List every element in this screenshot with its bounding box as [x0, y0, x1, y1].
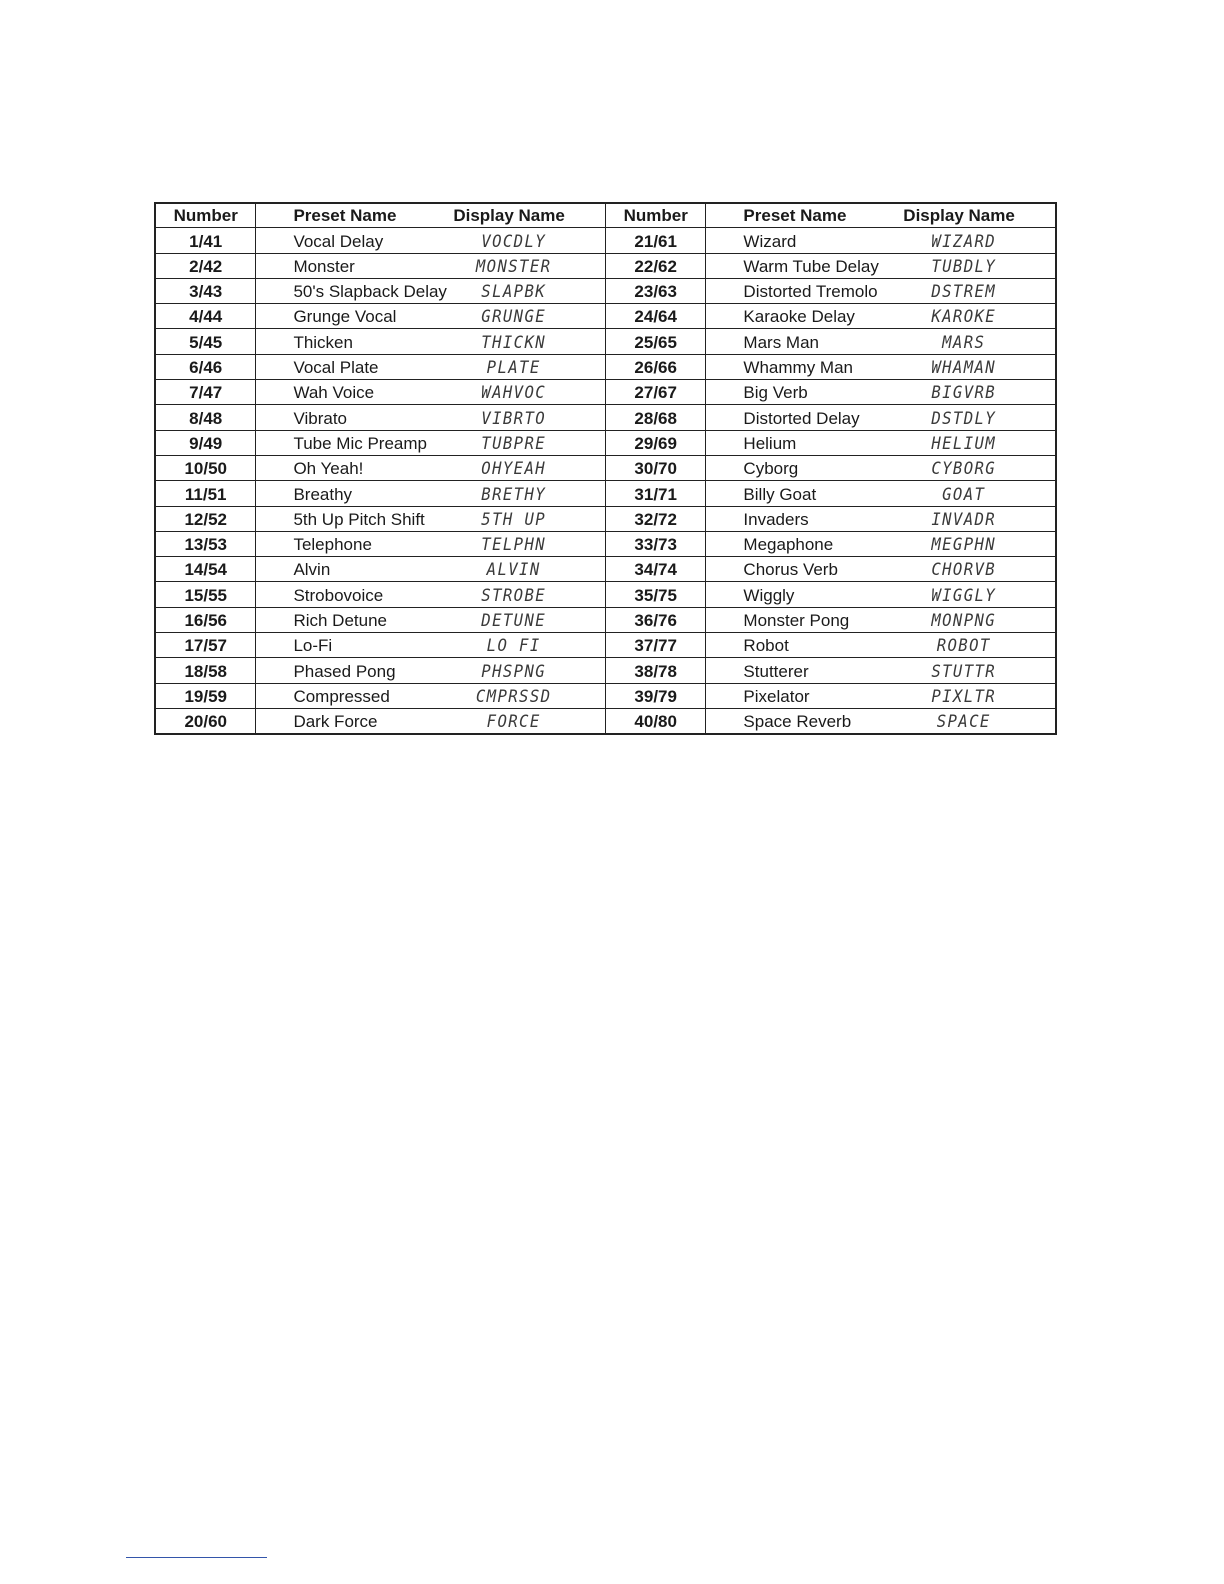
- display-name-right: PIXLTR: [909, 683, 1049, 708]
- preset-number-right: 24/64: [605, 304, 705, 329]
- preset-name-right: Big Verb: [706, 380, 903, 405]
- table-row: [155, 455, 1056, 480]
- preset-number-left: 11/51: [155, 481, 256, 506]
- display-name-right: GOAT: [909, 481, 1049, 506]
- preset-number-right: 26/66: [605, 354, 705, 379]
- preset-number-left: 13/53: [155, 531, 256, 556]
- display-name-right: MEGPHN: [909, 531, 1049, 556]
- preset-number-right: 25/65: [605, 329, 705, 354]
- preset-name-left: 5th Up Pitch Shift: [256, 506, 453, 531]
- table-row: [155, 633, 1056, 658]
- preset-number-right: 36/76: [605, 607, 705, 632]
- preset-number-right: 28/68: [605, 405, 705, 430]
- preset-number-right: 31/71: [605, 481, 705, 506]
- display-name-left: TELPHN: [459, 531, 599, 556]
- preset-number-left: 7/47: [155, 380, 256, 405]
- display-name-right: STUTTR: [909, 658, 1049, 683]
- display-name-left: WAHVOC: [459, 380, 599, 405]
- preset-name-right: Cyborg: [706, 455, 903, 480]
- display-name-right: MONPNG: [909, 607, 1049, 632]
- preset-number-left: 3/43: [155, 278, 256, 303]
- preset-name-left: Breathy: [256, 481, 453, 506]
- preset-number-left: 16/56: [155, 607, 256, 632]
- preset-name-right: Distorted Tremolo: [706, 278, 903, 303]
- preset-name-right: Wiggly: [706, 582, 903, 607]
- preset-name-left: Vocal Plate: [256, 354, 453, 379]
- display-name-right: DSTDLY: [909, 405, 1049, 430]
- preset-number-left: 1/41: [155, 228, 256, 253]
- display-name-right: CYBORG: [909, 455, 1049, 480]
- preset-number-left: 8/48: [155, 405, 256, 430]
- display-name-right: INVADR: [909, 506, 1049, 531]
- preset-name-left: Lo-Fi: [256, 633, 453, 658]
- display-name-left: MONSTER: [459, 253, 599, 278]
- table-row: [155, 658, 1056, 683]
- preset-name-right: Mars Man: [706, 329, 903, 354]
- preset-name-right: Pixelator: [706, 683, 903, 708]
- preset-name-right: Helium: [706, 430, 903, 455]
- preset-name-right: Warm Tube Delay: [706, 253, 903, 278]
- preset-number-left: 4/44: [155, 304, 256, 329]
- preset-number-left: 18/58: [155, 658, 256, 683]
- display-name-left: GRUNGE: [459, 304, 599, 329]
- header-preset-name-left: Preset Name: [256, 203, 453, 228]
- preset-name-left: Rich Detune: [256, 607, 453, 632]
- table-row: [155, 304, 1056, 329]
- display-name-left: STROBE: [459, 582, 599, 607]
- table-row: [155, 557, 1056, 582]
- header-preset-name-right: Preset Name: [706, 203, 903, 228]
- preset-name-right: Monster Pong: [706, 607, 903, 632]
- display-name-right: SPACE: [909, 708, 1049, 734]
- footnote-separator: [126, 1557, 267, 1558]
- preset-name-left: Grunge Vocal: [256, 304, 453, 329]
- table-row: [155, 481, 1056, 506]
- preset-name-right: Wizard: [706, 228, 903, 253]
- display-name-right: WIGGLY: [909, 582, 1049, 607]
- display-name-left: SLAPBK: [459, 278, 599, 303]
- preset-number-right: 21/61: [605, 228, 705, 253]
- table-row: [155, 607, 1056, 632]
- display-name-right: ROBOT: [909, 633, 1049, 658]
- display-name-right: MARS: [909, 329, 1049, 354]
- preset-name-left: Vibrato: [256, 405, 453, 430]
- preset-name-left: Monster: [256, 253, 453, 278]
- preset-name-left: Vocal Delay: [256, 228, 453, 253]
- display-name-left: FORCE: [459, 708, 599, 734]
- header-display-name-left: Display Name: [453, 203, 605, 228]
- header-number-right: Number: [605, 203, 705, 228]
- preset-number-left: 12/52: [155, 506, 256, 531]
- preset-number-right: 34/74: [605, 557, 705, 582]
- preset-number-left: 20/60: [155, 708, 256, 734]
- preset-number-left: 14/54: [155, 557, 256, 582]
- preset-name-right: Robot: [706, 633, 903, 658]
- preset-name-right: Whammy Man: [706, 354, 903, 379]
- table-row: [155, 582, 1056, 607]
- table-row: [155, 253, 1056, 278]
- display-name-right: TUBDLY: [909, 253, 1049, 278]
- display-name-left: LO FI: [459, 633, 599, 658]
- preset-number-right: 29/69: [605, 430, 705, 455]
- preset-number-left: 5/45: [155, 329, 256, 354]
- preset-name-left: 50's Slapback Delay: [256, 278, 453, 303]
- preset-name-right: Distorted Delay: [706, 405, 903, 430]
- preset-name-right: Invaders: [706, 506, 903, 531]
- preset-number-right: 22/62: [605, 253, 705, 278]
- preset-number-right: 30/70: [605, 455, 705, 480]
- header-display-name-right: Display Name: [903, 203, 1056, 228]
- preset-name-left: Phased Pong: [256, 658, 453, 683]
- preset-name-right: Billy Goat: [706, 481, 903, 506]
- table-row: [155, 531, 1056, 556]
- preset-name-left: Wah Voice: [256, 380, 453, 405]
- table-header-row: [155, 203, 1056, 228]
- header-number-left: Number: [155, 203, 256, 228]
- display-name-left: BRETHY: [459, 481, 599, 506]
- table-row: [155, 228, 1056, 253]
- display-name-right: KAROKE: [909, 304, 1049, 329]
- preset-name-left: Telephone: [256, 531, 453, 556]
- preset-number-right: 39/79: [605, 683, 705, 708]
- preset-number-right: 38/78: [605, 658, 705, 683]
- preset-number-right: 27/67: [605, 380, 705, 405]
- display-name-left: THICKN: [459, 329, 599, 354]
- preset-number-right: 23/63: [605, 278, 705, 303]
- preset-name-right: Space Reverb: [743, 712, 852, 732]
- display-name-left: VOCDLY: [459, 228, 599, 253]
- table-row: [155, 380, 1056, 405]
- display-name-left: OHYEAH: [459, 455, 599, 480]
- table-row: [155, 683, 1056, 708]
- table-row: [155, 278, 1056, 303]
- table-row: [155, 708, 1056, 734]
- preset-table: [154, 202, 1057, 735]
- preset-number-left: 9/49: [155, 430, 256, 455]
- preset-number-right: 35/75: [605, 582, 705, 607]
- display-name-left: TUBPRE: [459, 430, 599, 455]
- preset-name-left: Dark Force: [293, 712, 378, 732]
- display-name-right: HELIUM: [909, 430, 1049, 455]
- display-name-left: PHSPNG: [459, 658, 599, 683]
- table-row: [155, 506, 1056, 531]
- preset-number-right: 40/80: [605, 708, 705, 734]
- preset-name-left: Oh Yeah!: [256, 455, 453, 480]
- preset-name-left: Alvin: [256, 557, 453, 582]
- display-name-left: VIBRTO: [459, 405, 599, 430]
- display-name-right: WHAMAN: [909, 354, 1049, 379]
- preset-number-left: 6/46: [155, 354, 256, 379]
- display-name-left: PLATE: [459, 354, 599, 379]
- preset-number-left: 17/57: [155, 633, 256, 658]
- display-name-right: BIGVRB: [909, 380, 1049, 405]
- preset-number-left: 2/42: [155, 253, 256, 278]
- preset-number-right: 37/77: [605, 633, 705, 658]
- display-name-right: WIZARD: [909, 228, 1049, 253]
- preset-name-right: Karaoke Delay: [706, 304, 903, 329]
- preset-number-left: 19/59: [155, 683, 256, 708]
- preset-name-right: Megaphone: [706, 531, 903, 556]
- display-name-left: ALVIN: [459, 557, 599, 582]
- preset-number-right: 33/73: [605, 531, 705, 556]
- display-name-left: DETUNE: [459, 607, 599, 632]
- preset-name-left: Thicken: [256, 329, 453, 354]
- table-row: [155, 329, 1056, 354]
- preset-name-right: Chorus Verb: [706, 557, 903, 582]
- table-row: [155, 354, 1056, 379]
- preset-name-left: Compressed: [256, 683, 453, 708]
- preset-name-left: Strobovoice: [256, 582, 453, 607]
- preset-number-left: 15/55: [155, 582, 256, 607]
- preset-table-body: [155, 228, 1056, 734]
- table-row: [155, 430, 1056, 455]
- preset-name-right: Stutterer: [706, 658, 903, 683]
- display-name-right: CHORVB: [909, 557, 1049, 582]
- preset-number-right: 32/72: [605, 506, 705, 531]
- display-name-left: CMPRSSD: [459, 683, 599, 708]
- preset-number-left: 10/50: [155, 455, 256, 480]
- preset-name-left: Tube Mic Preamp: [256, 430, 453, 455]
- display-name-right: DSTREM: [909, 278, 1049, 303]
- display-name-left: 5TH UP: [459, 506, 599, 531]
- table-row: [155, 405, 1056, 430]
